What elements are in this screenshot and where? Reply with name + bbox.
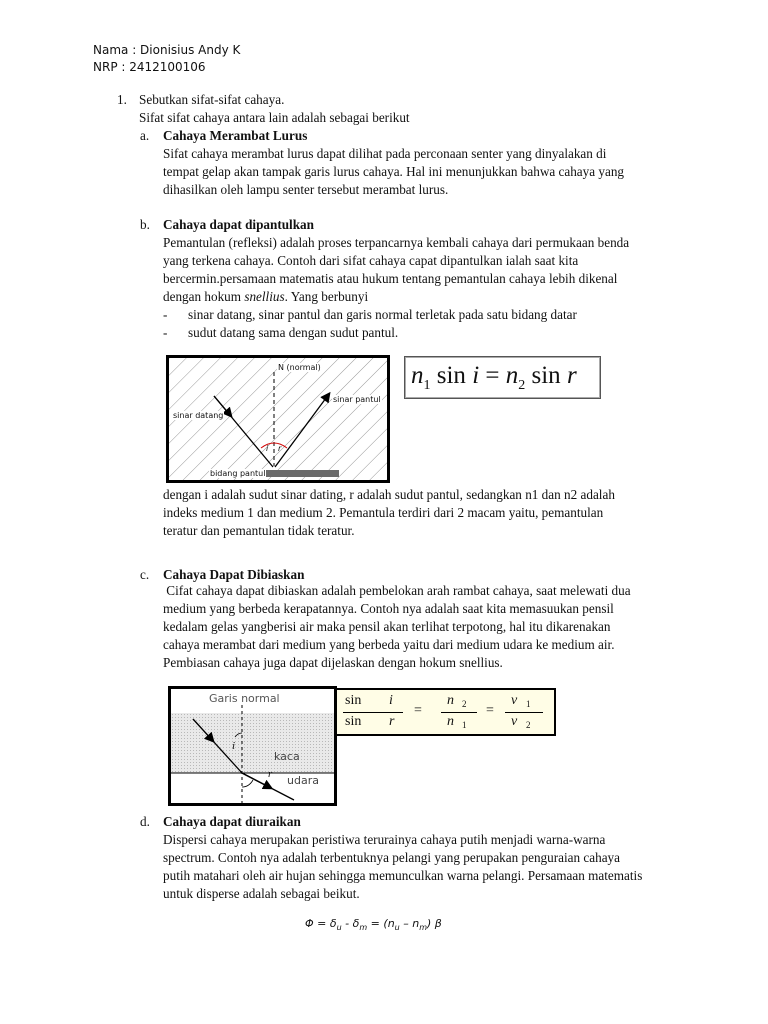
eq-i: i [389,693,393,708]
eq-equals: = [485,362,500,389]
angle-i-label: i [232,740,236,752]
line-text: . Yang berbunyi [284,289,369,304]
paragraph-line: tempat gelap akan tampak garis lurus cahaya. Hal ini menunjukkan bahwa cahaya yang [163,164,625,179]
eq-sub: u [394,923,400,933]
eq-r: r [389,714,395,729]
paragraph-line: dihasilkan oleh lampu senter tersebut merambat lurus. [163,182,449,197]
student-nrp: NRP : 2412100106 [93,60,206,74]
refraction-diagram [168,686,337,806]
paragraph-line: teratur dan pemantulan tidak teratur. [163,523,355,538]
incident-label: sinar datang [173,411,224,420]
paragraph-line: indeks medium 1 dan medium 2. Pemantula terdiri dari 2 macam yaitu, pemantulan [163,505,604,520]
paragraph-line: Sifat cahaya merambat lurus dapat dilihat pada perconaan senter yang dinyalakan di [163,146,607,161]
fraction-bar [441,712,477,713]
eq-sub: m [419,923,428,933]
question-number: 1. [117,92,127,107]
section-d-title: Cahaya dapat diuraikan [163,814,301,829]
eq-part: – n [399,917,420,930]
bullet-item: sudut datang sama dengan sudut pantul. [188,325,399,340]
eq-sin1: sin [436,362,466,389]
student-name: Nama : Dionisius Andy K [93,43,241,57]
eq-sin2: sin [531,362,561,389]
eq-sub: u [336,923,342,933]
paragraph-line: Pembiasan cahaya juga dapat dijelaskan dengan hokum snellius. [163,655,503,670]
eq-part: Φ = δ [305,917,337,930]
angle-i-label: i [266,444,269,453]
section-c-marker: c. [140,567,150,582]
bullet-dash: - [163,307,168,322]
eq-equals-1: = [414,703,422,718]
eq-part: ) β [427,917,442,930]
eq-r: r [566,362,577,389]
section-c-title: Cahaya Dapat Dibiaskan [163,567,305,582]
paragraph-line: Pemantulan (refleksi) adalah proses terpancarnya kembali cahaya dari permukaan benda [163,235,630,250]
normal-label: N (normal) [278,363,321,372]
paragraph-line: yang terkena cahaya. Contoh dari sifat cahaya capat dipantulkan ialah saat kita [163,253,579,268]
section-d-marker: d. [140,814,150,829]
question-intro: Sifat sifat cahaya antara lain adalah sebagai berikut [139,110,410,125]
eq-sub1: 1 [423,378,431,393]
eq-v-top-sub: 1 [526,699,531,709]
question-text: Sebutkan sifat-sifat cahaya. [139,92,285,107]
eq-sub: m [359,923,368,933]
fraction-bar [343,712,403,713]
paragraph-line: bercermin.persamaan matematis atau hukum tentang pemantulan cahaya lebih dikenal [163,271,618,286]
paragraph-line: cahaya merambat dari medium yang berbeda yaitu dari medium udara ke medium air. [163,637,615,652]
bullet-dash: - [163,325,168,340]
refraction-ratio-equation [335,688,556,736]
section-a-title: Cahaya Merambat Lurus [163,128,308,143]
eq-sin-bottom: sin [345,714,362,729]
section-b-title: Cahaya dapat dipantulkan [163,217,314,232]
eq-n2: n [505,362,519,389]
eq-part: = (n [367,917,395,930]
line-text: dengan hokum [163,289,245,304]
glass-label: kaca [274,750,300,763]
eq-i: i [472,362,480,389]
paragraph-line: dengan i adalah sudut sinar dating, r adalah sudut pantul, sedangkan n1 dan n2 adalah [163,487,615,502]
reflection-diagram [166,355,390,483]
eq-sub2: 2 [518,378,526,393]
reflected-label: sinar pantul [333,395,381,404]
eq-n1: n [411,362,424,389]
section-b-marker: b. [140,217,150,232]
eq-n-top: n [447,693,454,708]
angle-r-label: r [278,444,282,453]
paragraph-line [163,288,368,306]
eq-n-bottom-sub: 1 [462,720,467,730]
paragraph-line: Dispersi cahaya merupakan peristiwa terurainya cahaya putih menjadi warna-warna [163,832,606,847]
eq-v-bottom: v [511,714,518,729]
eq-v-bottom-sub: 2 [526,720,531,730]
eq-part: - δ [341,917,360,930]
section-a-marker: a. [140,128,150,143]
paragraph-line: untuk disperse adalah sebagai beikut. [163,886,360,901]
eq-v-top: v [511,693,518,708]
normal-label: Garis normal [209,692,280,705]
snell-equation [404,356,601,399]
eq-n-top-sub: 2 [462,699,467,709]
paragraph-line: spectrum. Contoh nya adalah terbentuknya pelangi yang perupakan penguraian cahaya [163,850,620,865]
eq-equals-2: = [486,703,494,718]
angle-r-label: r [268,768,273,780]
dispersion-equation [305,917,442,932]
paragraph-line: putih matahari oleh air hujan sehingga memunculkan warna pelangi. Persamaan matematis [163,868,643,883]
eq-n-bottom: n [447,714,454,729]
eq-sin-top: sin [345,693,362,708]
paragraph-line: kedalam gelas yangberisi air maka pensil akan terlihat terpotong, hal itu dikarenakan [163,619,611,634]
bullet-item: sinar datang, sinar pantul dan garis normal terletak pada satu bidang datar [188,307,577,322]
fraction-bar [505,712,543,713]
surface-label: bidang pantul [210,469,266,478]
paragraph-line: Cifat cahaya dapat dibiaskan adalah pembelokan arah rambat cahaya, saat melewati dua [163,583,631,598]
paragraph-line: medium yang berbeda kerapatannya. Contoh nya adalah saat kita memasuukan pensil [163,601,614,616]
snellius-term: snellius [244,289,285,304]
air-label: udara [287,774,319,787]
